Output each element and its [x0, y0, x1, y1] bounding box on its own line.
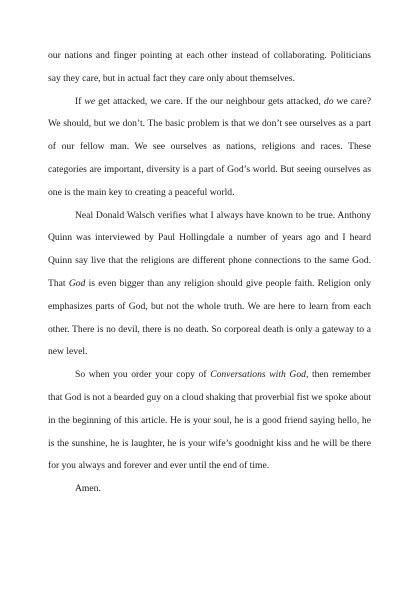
emphasis-text: we	[84, 95, 96, 107]
paragraph-text: is even bigger than any religion should give people faith. Religion only emphasizes parts of God, but not the whole truth. We are here to learn from each other. There is no devil, there is no death. So corporeal death is only a gateway to a new level.	[48, 277, 372, 358]
paragraph-amen	[48, 478, 371, 501]
paragraph-text: , then remember that God is not a bearded guy on a cloud shaking that proverbial fist we spoke about in the beginning of this article. He is your soul, he is a good friend saying hello, he is the sunshine, he is laughter, he is your wife’s goodnight kiss and he will be there for you always and forever and ever until the end of time.	[48, 369, 371, 472]
paragraph-text: get attacked, we care. If the our neighbour gets attacked,	[95, 95, 324, 107]
paragraph-text: Neal Donald Walsch verifies what I always have known to be true. Anthony Quinn was interviewed by Paul Hollingdale a number of years ago and I heard Quinn say live that the religions are different phone connections to the same God. That	[48, 209, 371, 289]
paragraph-text: So when you order your copy of	[75, 369, 211, 381]
paragraph-text: If	[75, 95, 85, 107]
paragraph-conversations	[48, 364, 371, 478]
book-title: Conversations with God	[210, 369, 306, 381]
emphasis-text: God	[68, 277, 86, 289]
paragraph-we-care	[48, 91, 371, 205]
paragraph-politicians	[48, 45, 371, 91]
closing-text: Amen.	[75, 483, 101, 495]
paragraph-text: we care? We should, but we don’t. The basic problem is that we don’t see ourselves as a part of our fellow man. We see ourselves as nations, religions and races. These categories are important, diversity is a part of God’s world. But seeing ourselves as one is the main key to creating a peaceful world.	[48, 95, 372, 198]
paragraph-walsch	[48, 205, 371, 365]
paragraph-text: our nations and finger pointing at each other instead of collaborating. Politicians say they care, but in actual fact they care only about themselves.	[48, 50, 371, 84]
article-body	[48, 45, 371, 501]
emphasis-text: do	[323, 95, 334, 107]
